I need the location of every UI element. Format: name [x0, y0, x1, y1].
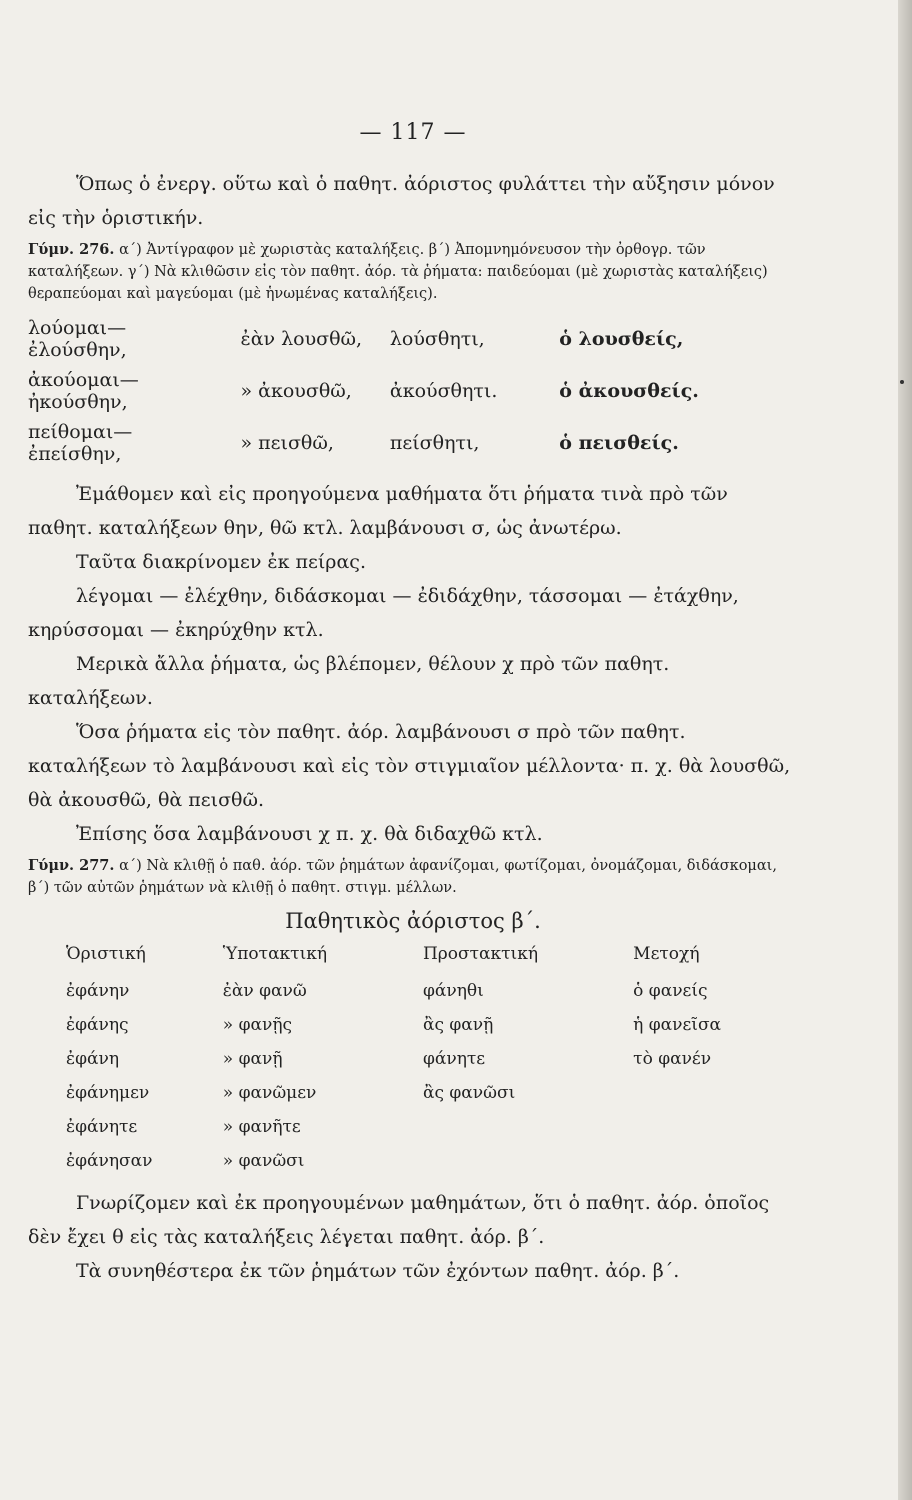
cell-participle	[613, 1110, 798, 1144]
verb-subjunctive: » πεισθῶ,	[240, 432, 334, 454]
paragraph-aorist-b: Γνωρίζομεν καὶ ἐκ προηγουμένων μαθημάτων, ὅτι ὁ παθητ. ἀόρ. ὁποῖος δὲν ἔχει θ εἰς τὰς καταλήξεις λέγεται παθητ. ἀόρ. β΄.	[28, 1192, 770, 1248]
verb-subjunctive: ἐὰν λουσθῶ,	[240, 328, 363, 350]
exercise-276-text: α΄) Ἀντίγραφον μὲ χωριστὰς καταλήξεις. β΄) Ἀπομνημόνευσον τὴν ὀρθογρ. τῶν καταλήξεων. γ΄) Νὰ κλιθῶσιν εἰς τὸν παθητ. ἀόρ. τὰ ῥήματα: παιδεύομαι (μὲ χωριστὰς καταλήξεις) θεραπεύομαι καὶ μαγεύομαι (μὲ ἡνωμένας καταλήξεις).	[28, 242, 768, 302]
cell-indicative: ἐφάνη	[66, 1049, 120, 1069]
table-row	[28, 365, 798, 417]
cell-imperative: φάνητε	[422, 1049, 486, 1069]
page-edge	[898, 0, 912, 1500]
cell-imperative	[413, 1144, 613, 1178]
table-row	[28, 417, 798, 469]
cell-participle	[613, 1144, 798, 1178]
exercise-277	[28, 855, 798, 899]
cell-indicative: ἐφάνης	[66, 1015, 129, 1035]
table-row	[28, 1008, 798, 1042]
table-row	[28, 974, 798, 1008]
paradigm-header-row	[28, 941, 798, 974]
cell-subjunctive: » φανῶμεν	[222, 1083, 317, 1103]
table-row	[28, 1110, 798, 1144]
cell-imperative: ἂς φανῇ	[422, 1015, 494, 1035]
paradigm-table	[28, 941, 798, 1178]
cell-indicative: ἐφάνησαν	[66, 1151, 153, 1171]
header-participle: Μετοχή	[633, 944, 700, 964]
cell-participle: ἡ φανεῖσα	[633, 1015, 722, 1035]
table-row	[28, 1042, 798, 1076]
header-imperative: Προστακτική	[422, 944, 539, 964]
exercise-276-label: Γύμν. 276.	[28, 241, 115, 258]
verb-imperative: ἀκούσθητι.	[389, 380, 498, 402]
exercise-277-text: α΄) Νὰ κλιθῇ ὁ παθ. ἀόρ. τῶν ῥημάτων ἀφανίζομαι, φωτίζομαι, ὀνομάζομαι, διδάσκομαι, β΄) τῶν αὐτῶν ῥημάτων νὰ κλιθῇ ὁ παθητ. στιγμ. μέλλων.	[28, 858, 777, 896]
margin-mark	[900, 380, 904, 384]
verb-aorist-table	[28, 313, 798, 469]
verb-imperative: πείσθητι,	[389, 432, 480, 454]
table-row	[28, 313, 798, 365]
verb-aorist: — ἠκούσθην,	[28, 369, 139, 413]
cell-indicative: ἐφάνητε	[66, 1117, 138, 1137]
header-indicative: Ὁριστική	[66, 944, 146, 964]
cell-subjunctive: » φανῇς	[222, 1015, 293, 1035]
page-number: — 117 —	[359, 120, 467, 145]
cell-imperative: φάνηθι	[422, 981, 484, 1001]
paragraph-chi: Μερικὰ ἄλλα ῥήματα, ὡς βλέπομεν, θέλουν χ πρὸ τῶν παθητ. καταλήξεων.	[28, 653, 670, 709]
cell-subjunctive: » φανῇ	[222, 1049, 283, 1069]
paragraph-augment: Ὅπως ὁ ἐνεργ. οὕτω καὶ ὁ παθητ. ἀόριστος φυλάττει τὴν αὔξησιν μόνον εἰς τὴν ὁριστικήν.	[28, 173, 775, 229]
book-page	[28, 120, 798, 1288]
cell-imperative: ἂς φανῶσι	[422, 1083, 516, 1103]
exercise-276	[28, 239, 798, 305]
cell-subjunctive: » φανῆτε	[222, 1117, 301, 1137]
cell-subjunctive: » φανῶσι	[222, 1151, 305, 1171]
cell-participle: τὸ φανέν	[633, 1049, 712, 1069]
paragraph-common-verbs: Τὰ συνηθέστερα ἐκ τῶν ῥημάτων τῶν ἐχόντων παθητ. ἀόρ. β΄.	[76, 1260, 680, 1282]
verb-imperative: λούσθητι,	[389, 328, 485, 350]
verb-participle: ὁ λουσθείς,	[559, 328, 684, 350]
verb-aorist: — ἐπείσθην,	[28, 421, 133, 465]
verb-present: λούομαι	[28, 317, 108, 339]
cell-subjunctive: ἐὰν φανῶ	[222, 981, 307, 1001]
cell-indicative: ἐφάνημεν	[66, 1083, 150, 1103]
exercise-277-label: Γύμν. 277.	[28, 857, 115, 874]
verb-participle: ὁ ἀκουσθείς.	[559, 380, 699, 402]
verb-participle: ὁ πεισθείς.	[559, 432, 679, 454]
paradigm-title: Παθητικὸς ἀόριστος β΄.	[285, 909, 541, 933]
paragraph-chi-examples: λέγομαι — ἐλέχθην, διδάσκομαι — ἐδιδάχθην, τάσσομαι — ἐτάχθην, κηρύσσομαι — ἐκηρύχθην κτλ.	[28, 585, 739, 641]
cell-participle: ὁ φανείς	[633, 981, 708, 1001]
paragraph-sigma: Ἐμάθομεν καὶ εἰς προηγούμενα μαθήματα ὅτι ῥήματα τινὰ πρὸ τῶν παθητ. καταλήξεων θην, θῶ κτλ. λαμβάνουσι σ, ὡς ἀνωτέρω.	[28, 483, 728, 539]
table-row	[28, 1076, 798, 1110]
verb-present: ἀκούομαι	[28, 369, 120, 391]
paragraph-experience: Ταῦτα διακρίνομεν ἐκ πείρας.	[76, 551, 366, 573]
paragraph-future: Ὅσα ῥήματα εἰς τὸν παθητ. ἀόρ. λαμβάνουσι σ πρὸ τῶν παθητ. καταλήξεων τὸ λαμβάνουσι καὶ εἰς τὸν στιγμιαῖον μέλλοντα· π. χ. θὰ λουσθῶ, θὰ ἀκουσθῶ, θὰ πεισθῶ.	[28, 721, 791, 811]
cell-indicative: ἐφάνην	[66, 981, 130, 1001]
verb-subjunctive: » ἀκουσθῶ,	[240, 380, 352, 402]
header-subjunctive: Ὑποτακτική	[222, 944, 328, 964]
cell-participle	[613, 1076, 798, 1110]
table-row	[28, 1144, 798, 1178]
verb-aorist: — ἐλούσθην,	[28, 317, 127, 361]
cell-imperative	[413, 1110, 613, 1144]
paragraph-also: Ἐπίσης ὅσα λαμβάνουσι χ π. χ. θὰ διδαχθῶ κτλ.	[76, 823, 543, 845]
verb-present: πείθομαι	[28, 421, 114, 443]
